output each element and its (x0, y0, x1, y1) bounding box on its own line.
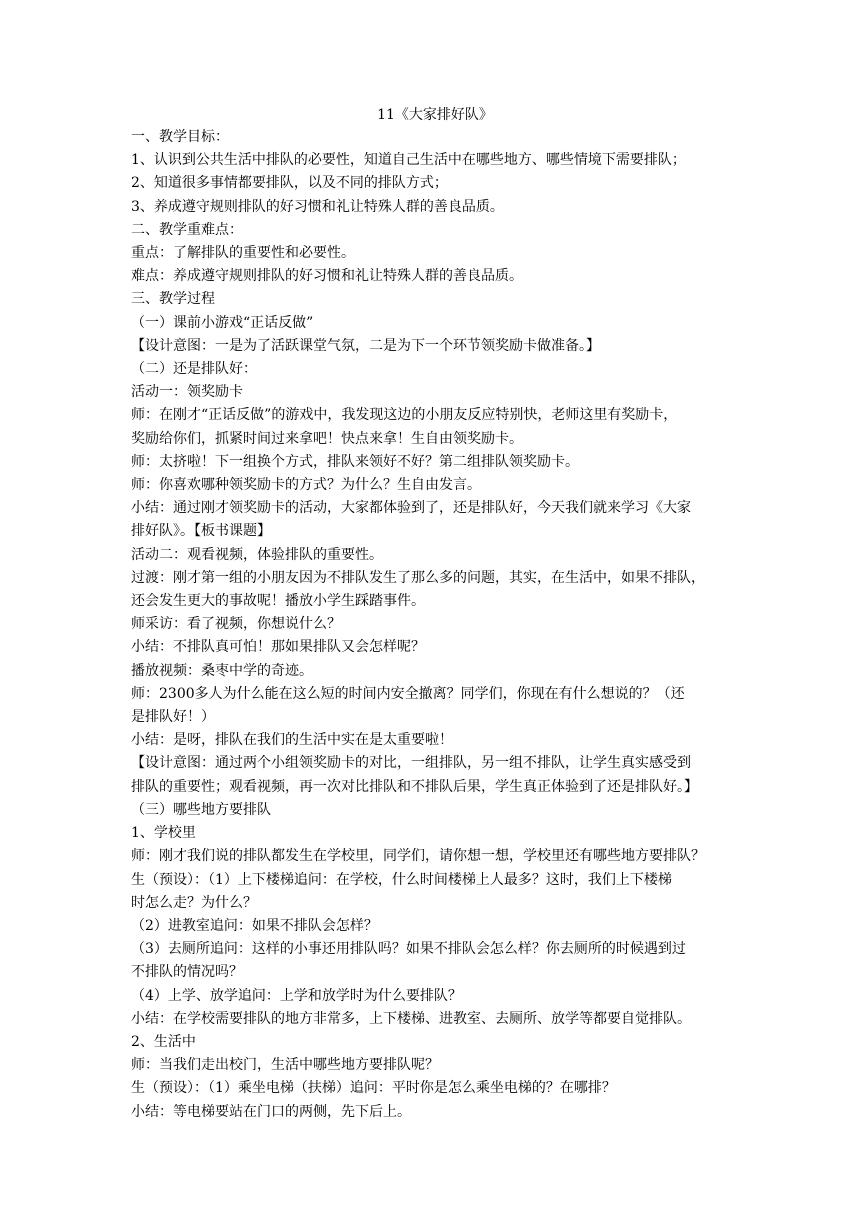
text-line: 活动二：观看视频，体验排队的重要性。 (131, 546, 383, 563)
text-line: 师：刚才我们说的排队都发生在学校里，同学们，请你想一想，学校里还有哪些地方要排队？ (131, 848, 705, 865)
text-line: 师：你喜欢哪种领奖励卡的方式？为什么？生自由发言。 (131, 477, 481, 494)
text-line: 难点：养成遵守规则排队的好习惯和礼让特殊人群的善良品质。 (131, 268, 523, 285)
text-line: 师采访：看了视频，你想说什么？ (131, 616, 341, 633)
document-page (131, 104, 739, 1124)
text-line: 【设计意图：一是为了活跃课堂气氛，二是为下一个环节领奖励卡做准备。】 (131, 337, 600, 354)
text-line: （三）哪些地方要排队 (131, 801, 271, 818)
text-line: 小结：等电梯要站在门口的两侧，先下后上。 (131, 1103, 411, 1120)
text-line: 【设计意图：通过两个小组领奖励卡的对比，一组排队，另一组不排队，让学生真实感受到 (131, 755, 691, 772)
text-line: 排队的重要性；观看视频，再一次对比排队和不排队后果，学生真正体验到了还是排队好。】 (131, 778, 698, 795)
text-line: （4）上学、放学追问：上学和放学时为什么要排队？ (131, 987, 462, 1004)
text-line: 师：当我们走出校门，生活中哪些地方要排队呢？ (131, 1057, 439, 1074)
text-line: 生（预设）：（1）上下楼梯追问：在学校，什么时间楼梯上人最多？这时，我们上下楼梯 (131, 871, 672, 888)
text-line: 播放视频：桑枣中学的奇迹。 (131, 662, 313, 679)
text-line: 活动一：领奖励卡 (131, 384, 243, 401)
text-line: 3、养成遵守规则排队的好习惯和礼让特殊人群的善良品质。 (131, 198, 504, 215)
document-body (131, 126, 739, 1124)
text-line: 过渡：刚才第一组的小朋友因为不排队发生了那么多的问题，其实，在生活中，如果不排队， (131, 569, 705, 586)
text-line: 二、教学重难点： (131, 221, 243, 238)
text-line: 时怎么走？为什么？ (131, 894, 257, 911)
text-line: 排好队》。【板书课题】 (131, 523, 271, 540)
text-line: 三、教学过程 (131, 291, 215, 308)
text-line: 师：2300多人为什么能在这么短的时间内安全撤离？同学们，你现在有什么想说的？（还 (131, 685, 685, 702)
text-line: 师：在刚才“正话反做”的游戏中，我发现这边的小朋友反应特别快，老师这里有奖励卡， (131, 407, 678, 424)
text-line: 小结：不排队真可怕！那如果排队又会怎样呢？ (131, 639, 425, 656)
text-line: 师：太挤啦！下一组换个方式，排队来领好不好？第二组排队领奖励卡。 (131, 453, 579, 470)
text-line: 奖励给你们，抓紧时间过来拿吧！快点来拿！生自由领奖励卡。 (131, 430, 523, 447)
text-line: 1、学校里 (131, 825, 196, 842)
text-line: 2、生活中 (131, 1033, 196, 1050)
text-line: 不排队的情况吗？ (131, 964, 243, 981)
text-line: 还会发生更大的事故呢！播放小学生踩踏事件。 (131, 593, 425, 610)
text-line: （2）进教室追问：如果不排队会怎样？ (131, 917, 378, 934)
text-line: 2、知道很多事情都要排队，以及不同的排队方式； (131, 175, 448, 192)
text-line: 小结：在学校需要排队的地方非常多，上下楼梯、进教室、去厕所、放学等都要自觉排队。 (131, 1010, 691, 1027)
document-title: 11《大家排好队》 (377, 107, 493, 123)
text-line: （二）还是排队好： (131, 361, 257, 378)
text-line: 是排队好！） (131, 709, 215, 726)
text-line: 小结：通过刚才领奖励卡的活动，大家都体验到了，还是排队好，今天我们就来学习《大家 (131, 500, 691, 517)
text-line: （一）课前小游戏“正话反做” (131, 314, 314, 331)
text-line: 1、认识到公共生活中排队的必要性，知道自己生活中在哪些地方、哪些情境下需要排队； (131, 152, 686, 169)
text-line: 一、教学目标： (131, 129, 229, 145)
text-line: （3）去厕所追问：这样的小事还用排队吗？如果不排队会怎么样？你去厕所的时候遇到过 (131, 941, 686, 958)
text-line: 生（预设）：（1）乘坐电梯（扶梯）追问：平时你是怎么乘坐电梯的？在哪排？ (131, 1080, 616, 1097)
text-line: 小结：是呀，排队在我们的生活中实在是太重要啦！ (131, 732, 453, 749)
text-line: 重点：了解排队的重要性和必要性。 (131, 245, 355, 262)
